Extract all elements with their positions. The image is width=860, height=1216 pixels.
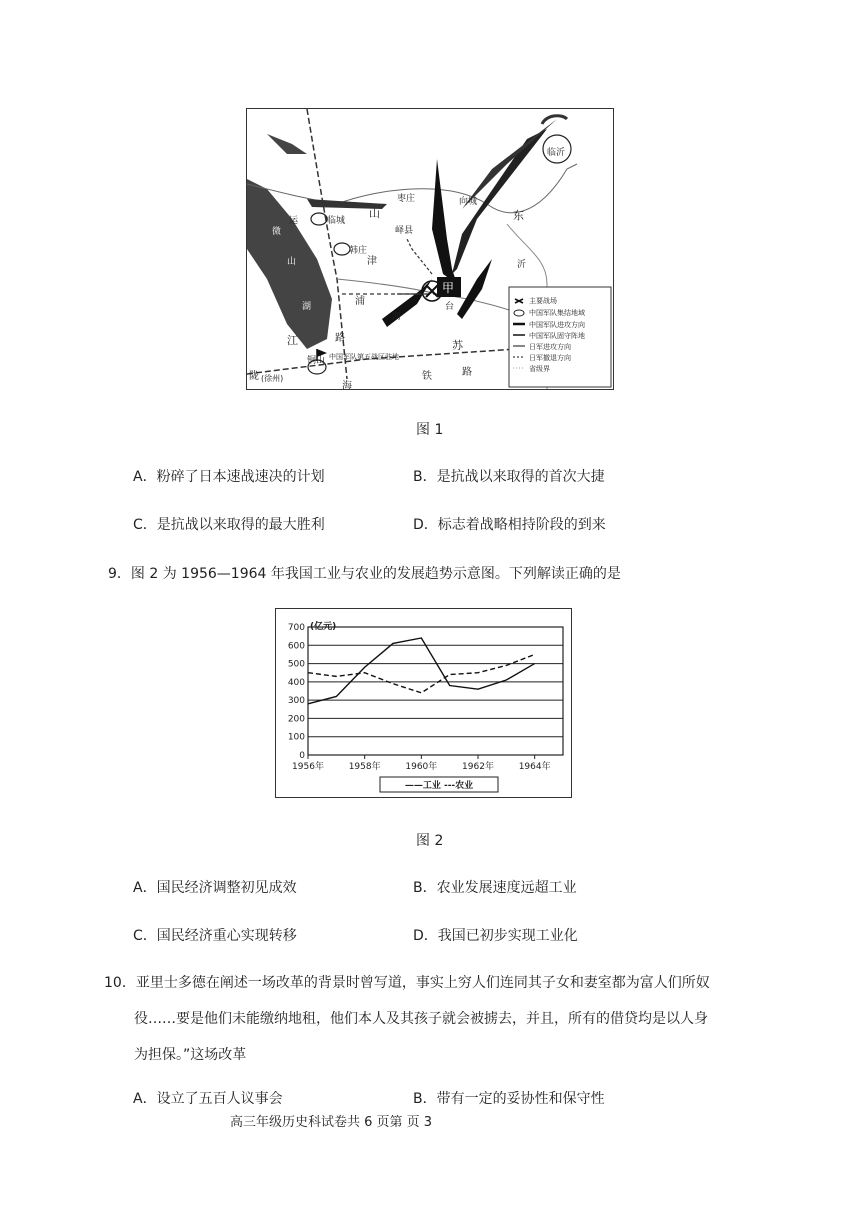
x-tick-label: 1956年 (292, 762, 324, 772)
map-label: 江 (287, 334, 298, 347)
series-line (308, 638, 535, 704)
map-label: 浦 (355, 296, 365, 307)
chart-frame (308, 627, 563, 755)
map-label: 峄县 (395, 226, 414, 236)
map-label: 海 (342, 381, 352, 389)
legend-item: 中国军队集结地域 (529, 309, 585, 317)
q9-option-a[interactable]: A．国民经济调整初见成效 (133, 880, 297, 896)
q10-stem-line: 役……要是他们未能缴纳地租，他们本人及其孩子就会被掳去，并且，所有的借贷均是以人身 (134, 1011, 708, 1027)
x-tick-label: 1964年 (518, 762, 551, 772)
q8-option-a[interactable]: A．粉碎了日本速战速决的计划 (133, 469, 325, 485)
map-label: 枣庄 (397, 194, 416, 204)
legend-item: 中国军队进攻方向 (529, 321, 585, 329)
map-label: 湖 (302, 302, 312, 312)
y-axis-label: (亿元) (310, 622, 337, 632)
y-tick-label: 400 (287, 677, 305, 688)
province-border (247, 164, 577, 213)
map-label: 沂 (517, 260, 527, 270)
q8-option-c[interactable]: C．是抗战以来取得的最大胜利 (133, 517, 325, 533)
map-label: 运 (289, 216, 299, 226)
battle-map (246, 108, 614, 390)
q10-option-b[interactable]: B．带有一定的妥协性和保守性 (413, 1091, 605, 1107)
y-tick-label: 500 (287, 659, 305, 670)
q9-option-d[interactable]: D．我国已初步实现工业化 (413, 928, 578, 944)
y-tick-label: 100 (287, 732, 305, 743)
map-label: 路 (335, 333, 345, 344)
y-tick-label: 0 (299, 751, 305, 761)
page-footer: 高三年级历史科试卷共 6 页第 页 3 (230, 1115, 433, 1130)
map-label: 台 (445, 302, 455, 312)
map-label: 铁 (422, 371, 432, 382)
q10-stem (104, 965, 724, 1073)
legend-item: 主要战场 (529, 297, 557, 305)
map-label: 向城 (459, 197, 478, 207)
map-label: 山 (287, 257, 297, 267)
figure2-caption: 图 2 (416, 833, 444, 849)
map-label: 铜山 (307, 356, 326, 366)
y-tick-label: 700 (287, 623, 305, 633)
map-label: 中国军队第五战区驻地 (329, 353, 399, 361)
x-tick-label: 1960年 (405, 762, 438, 772)
map-label: 山 (369, 207, 380, 220)
chart-legend: ——工业 ---农业 (404, 781, 474, 791)
map-label: 东 (513, 209, 524, 222)
attack-arrow (382, 279, 432, 327)
map-label: 陇 (249, 371, 259, 382)
q10-stem-line: 10．亚里士多德在阐述一场改革的背景时曾写道，事实上穷人们连同其子女和妻室都为富人们所奴 (104, 975, 710, 991)
trend-chart (275, 608, 572, 798)
series-line (308, 654, 535, 692)
attack-arrow (432, 159, 457, 284)
legend-item: 省级界 (529, 365, 550, 373)
figure1-caption: 图 1 (416, 422, 444, 438)
y-tick-label: 200 (287, 714, 305, 725)
legend-item: 日军撤退方向 (529, 354, 571, 362)
y-tick-label: 600 (287, 641, 305, 652)
q10-option-a[interactable]: A．设立了五百人议事会 (133, 1091, 283, 1107)
q9-option-b[interactable]: B．农业发展速度远超工业 (413, 880, 577, 896)
map-label: 路 (462, 367, 472, 378)
legend-item: 日军进攻方向 (529, 343, 571, 351)
map-label: 临城 (327, 216, 346, 226)
q9-option-c[interactable]: C．国民经济重心实现转移 (133, 928, 297, 944)
map-label: (徐州) (261, 374, 284, 383)
q9-stem: 9．图 2 为 1956—1964 年我国工业与农业的发展趋势示意图。下列解读正确的是 (108, 566, 621, 582)
legend-item: 中国军队固守阵地 (529, 332, 585, 340)
x-tick-label: 1958年 (348, 762, 381, 772)
map-label: 韩庄 (349, 246, 368, 256)
map-label: 临沂 (547, 148, 566, 158)
map-label: 河 (392, 312, 402, 322)
map-label: 苏 (452, 339, 463, 352)
x-tick-label: 1962年 (462, 762, 494, 772)
q8-option-d[interactable]: D．标志着战略相持阶段的到来 (413, 517, 606, 533)
q10-stem-line: 为担保。”这场改革 (134, 1047, 247, 1063)
map-label: 津 (367, 256, 377, 267)
battle-mark: 甲 (442, 281, 455, 295)
y-tick-label: 300 (287, 696, 305, 707)
map-label: 微 (272, 227, 282, 237)
q8-option-b[interactable]: B．是抗战以来取得的首次大捷 (413, 469, 605, 485)
